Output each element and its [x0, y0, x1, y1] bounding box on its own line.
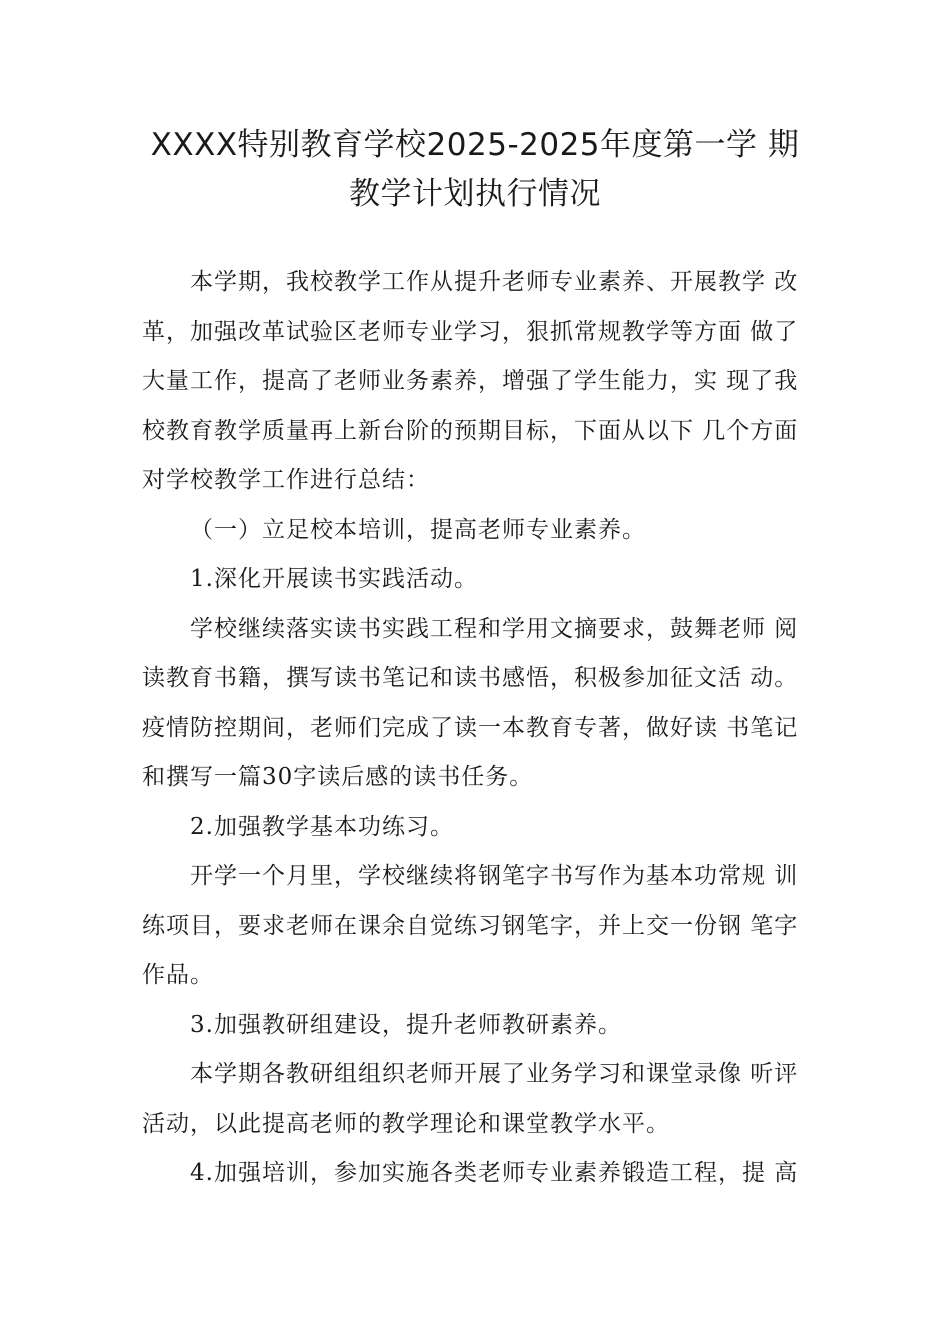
body-line: 1.深化开展读书实践活动。 [190, 566, 478, 592]
body-line: 对学校教学工作进行总结： [142, 467, 430, 493]
document-title-line-2: 教学计划执行情况 [349, 176, 601, 212]
document-title-line-1: XXXX特别教育学校2025-2025年度第一学 期 [150, 127, 800, 163]
body-line: 大量工作，提高了老师业务素养，增强了学生能力，实 现了我 [142, 368, 799, 394]
body-line: （一）立足校本培训，提高老师专业素养。 [190, 516, 646, 543]
body-line: 活动，以此提高老师的教学理论和课堂教学水平。 [142, 1110, 670, 1137]
body-line: 校教育教学质量再上新台阶的预期目标，下面从以下 几个方面 [142, 417, 799, 444]
body-line: 作品。 [142, 962, 214, 988]
body-line: 疫情防控期间，老师们完成了读一本教育专著，做好读 书笔记 [142, 714, 799, 741]
body-line: 读教育书籍，撰写读书笔记和读书感悟，积极参加征文活 动。 [142, 665, 799, 691]
body-line: 学校继续落实读书实践工程和学用文摘要求，鼓舞老师 阅 [190, 615, 799, 642]
body-line: 本学期，我校教学工作从提升老师专业素养、开展教学 改 [190, 269, 799, 295]
body-line: 练项目，要求老师在课余自觉练习钢笔字，并上交一份钢 笔字 [142, 912, 799, 939]
body-line: 和撰写一篇30字读后感的读书任务。 [142, 764, 534, 790]
body-line: 2.加强教学基本功练习。 [190, 813, 454, 840]
body-line: 本学期各教研组组织老师开展了业务学习和课堂录像 听评 [190, 1061, 799, 1087]
body-line: 3.加强教研组建设，提升老师教研素养。 [190, 1011, 622, 1038]
body-line: 开学一个月里，学校继续将钢笔字书写作为基本功常规 训 [190, 863, 799, 889]
body-line: 4.加强培训，参加实施各类老师专业素养锻造工程，提 高 [190, 1160, 799, 1186]
document-body [142, 258, 842, 1199]
body-line: 革，加强改革试验区老师专业学习，狠抓常规教学等方面 做了 [142, 318, 799, 345]
